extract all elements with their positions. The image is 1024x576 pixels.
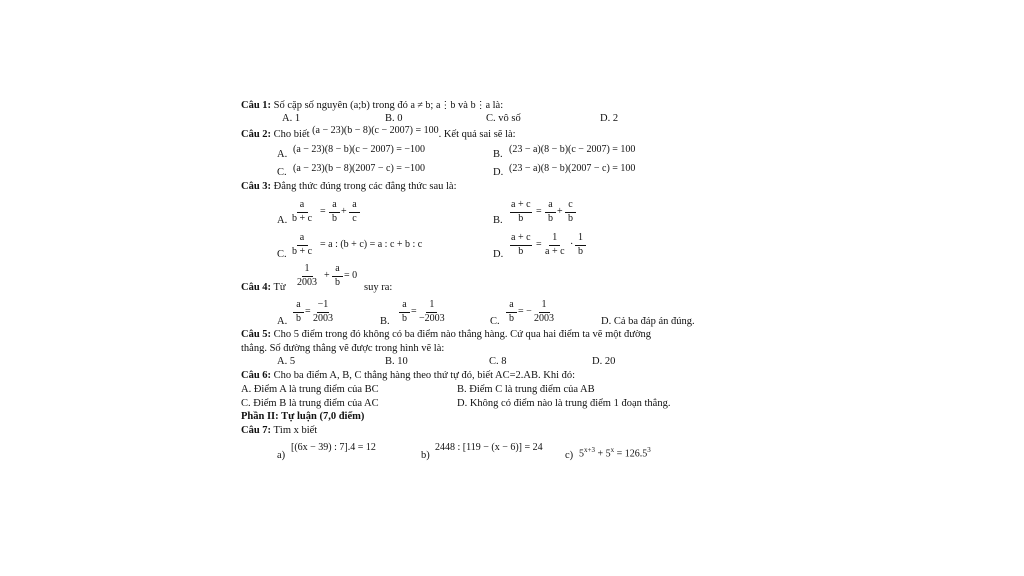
q7-c-exp1: x+3 [584,446,595,454]
q3b-frac2 [545,200,556,224]
q4c-frac2-den: 2003 [534,312,554,324]
q4-cond-frac1 [297,264,317,288]
q4c-frac1-den: b [509,312,514,324]
q4a-frac2 [313,300,333,324]
q3a-frac2-den: b [332,212,337,224]
q3d-frac2 [545,233,565,257]
q4-suy-ra: suy ra: [364,282,393,293]
q7-c-exp2: x [610,446,615,454]
q5-option-d: D. 20 [592,356,616,367]
q4a-frac1-num: a [293,300,304,313]
q3a-eq: = [320,206,326,217]
q4-cond-frac2-den: b [335,276,340,288]
q2-text-before: Cho biết [273,129,310,140]
q1-cond3: b⋮a [470,100,491,111]
q3d-frac1 [510,233,532,257]
q2-option-a: (a − 23)(8 − b)(c − 2007) = −100 [293,144,426,155]
q4b-frac2 [419,300,445,324]
q7-c-expr [579,447,651,459]
q4a-frac1-den: b [296,312,301,324]
q7-a-letter: a) [277,450,286,461]
q6-text: Cho ba điểm A, B, C thẳng hàng theo thứ tự đó, biết AC=2.AB. Khi đó: [273,370,576,381]
q5-line1: Cho 5 điểm trong đó không có ba điểm nào thẳng hàng. Cứ qua hai điểm ta vẽ một đường [273,329,652,340]
q2-option-b: (23 − a)(8 − b)(c − 2007) = 100 [509,144,636,155]
q3a-frac1-den: b + c [292,212,313,224]
q2-option-d: (23 − a)(8 − b)(2007 − c) = 100 [509,163,636,174]
q7-c-base: 5 [579,448,584,460]
q5-label: Câu 5: [241,329,272,340]
q7-c-rest: = 126.5 [614,448,648,460]
q3d-frac2-den: a + c [545,245,565,257]
q7-c-exp3: 3 [647,446,651,454]
q4b-frac1-num: a [399,300,410,313]
q1-cond2: a⋮b [435,100,456,111]
q6-label: Câu 6: [241,370,272,381]
q1-sep: ; [430,100,434,111]
q3-label: Câu 3: [241,181,272,192]
q3b-frac3-den: b [568,212,573,224]
question-3 [241,182,457,193]
q3b-frac3-num: c [565,200,576,213]
q3c-frac1-den: b + c [292,245,313,257]
q3b-frac2-num: a [545,200,556,213]
q1-option-c: C. vô số [486,113,521,124]
q3a-frac2-num: a [329,200,340,213]
q3d-frac3 [575,233,586,257]
q3d-frac1-den: b [518,245,524,257]
q3d-frac1-num: a + c [510,233,532,246]
q2-option-b-letter: B. [493,149,503,160]
q3d-frac3-den: b [578,245,583,257]
q4-cond-frac2-num: a [332,264,343,277]
q6-option-b: B. Điểm C là trung điểm của AB [457,384,595,395]
q5-option-b: B. 10 [385,356,408,367]
q4-option-c-letter: C. [490,316,500,327]
q1-text-before: Số cặp số nguyên (a;b) trong đó [273,100,408,111]
question-5 [241,330,651,341]
q5-line2: thẳng. Số đường thẳng vẽ được trong hình vẽ là: [241,343,445,354]
q2-given: (a − 23)(b − 8)(c − 2007) = 100 [312,125,439,136]
q3-text: Đẳng thức đúng trong các đẳng thức sau là: [273,181,457,192]
q2-option-d-letter: D. [493,167,504,178]
q3a-frac1 [292,200,312,224]
q4-option-a-letter: A. [277,316,288,327]
q4-option-b-letter: B. [380,316,390,327]
q4a-frac2-den: 2003 [313,312,333,324]
q4b-eq: = [411,306,417,317]
q3d-eq: = [536,239,542,250]
q1-cond1: a ≠ b [410,100,431,111]
q1-option-a: A. 1 [282,113,301,124]
q7-c-letter: c) [565,450,574,461]
q4c-frac2 [534,300,554,324]
q1-option-b: B. 0 [385,113,403,124]
q3-option-c-letter: C. [277,249,287,260]
q4c-frac2-num: 1 [539,300,550,313]
q3b-frac3 [565,200,576,224]
q3b-frac2-den: b [548,212,553,224]
q3b-frac1-num: a + c [510,200,532,213]
q3a-frac3 [349,200,360,224]
q3a-frac1-num: a [297,200,308,213]
q6-option-c: C. Điểm B là trung điểm của AC [241,398,379,409]
q3b-eq: = [536,206,542,217]
q4b-frac2-den: −2003 [419,312,445,324]
q3b-frac1 [510,200,532,224]
q7-b-expr: 2448 : [119 − (x − 6)] = 24 [435,442,543,453]
q6-option-d: D. Không có điểm nào là trung điểm 1 đoạn thẳng. [457,398,671,409]
q3d-frac2-num: 1 [549,233,560,246]
q1-text-after: là: [492,100,504,111]
q3-option-d-letter: D. [493,249,504,260]
question-7 [241,426,317,437]
q7-text: Tìm x biết [273,425,318,436]
q4-cond-plus: + [324,270,330,281]
q4-label: Câu 4: [241,282,272,293]
q1-and: và [458,100,468,111]
q5-option-c: C. 8 [489,356,507,367]
q2-option-c: (a − 23)(b − 8)(2007 − c) = −100 [293,163,426,174]
q2-label: Câu 2: [241,129,272,140]
q6-option-a: A. Điểm A là trung điểm của BC [241,384,379,395]
q3d-dot: · [570,239,574,250]
q3a-frac3-num: a [349,200,360,213]
q4b-frac2-num: 1 [426,300,437,313]
q7-b-letter: b) [421,450,430,461]
q4-cond-rest: = 0 [344,270,358,281]
q4-tu: Từ [273,282,286,293]
q3-option-b-letter: B. [493,215,503,226]
q7-label: Câu 7: [241,425,272,436]
q4-option-d: D. Cả ba đáp án đúng. [601,316,695,327]
q3a-frac3-den: c [352,212,357,224]
q1-option-d: D. 2 [600,113,619,124]
q2-option-a-letter: A. [277,149,288,160]
q7-c-mid: + 5 [594,448,611,460]
q2-text-after: . Kết quả sai sẽ là: [438,129,516,140]
q4c-frac1 [506,300,517,324]
question-4-label [241,283,286,294]
question-1 [241,101,503,112]
q3b-plus: + [557,206,563,217]
q3c-rest: = a : (b + c) = a : c + b : c [320,239,423,250]
q3c-frac1-num: a [297,233,308,246]
q4c-frac1-num: a [506,300,517,313]
q3-option-a-letter: A. [277,215,288,226]
q4a-frac1 [293,300,304,324]
q3c-frac1 [292,233,312,257]
question-6 [241,371,575,382]
q2-option-c-letter: C. [277,167,287,178]
q3a-plus: + [341,206,347,217]
q4c-eqneg: = − [518,306,532,317]
part-2-title: Phần II: Tự luận (7,0 điểm) [241,411,365,422]
q3a-frac2 [329,200,340,224]
q4b-frac1 [399,300,410,324]
q4a-eq: = [305,306,311,317]
q4-cond-frac1-den: 2003 [297,276,317,288]
q4-cond-frac2 [332,264,343,288]
q4a-frac2-num: −1 [317,300,330,313]
q3d-frac3-num: 1 [575,233,586,246]
question-2 [241,125,516,141]
q3b-frac1-den: b [518,212,524,224]
q4-cond-frac1-num: 1 [302,264,313,277]
q4b-frac1-den: b [402,312,407,324]
q1-label: Câu 1: [241,100,272,111]
q5-option-a: A. 5 [277,356,296,367]
q7-a-expr: [(6x − 39) : 7].4 = 12 [291,442,376,453]
